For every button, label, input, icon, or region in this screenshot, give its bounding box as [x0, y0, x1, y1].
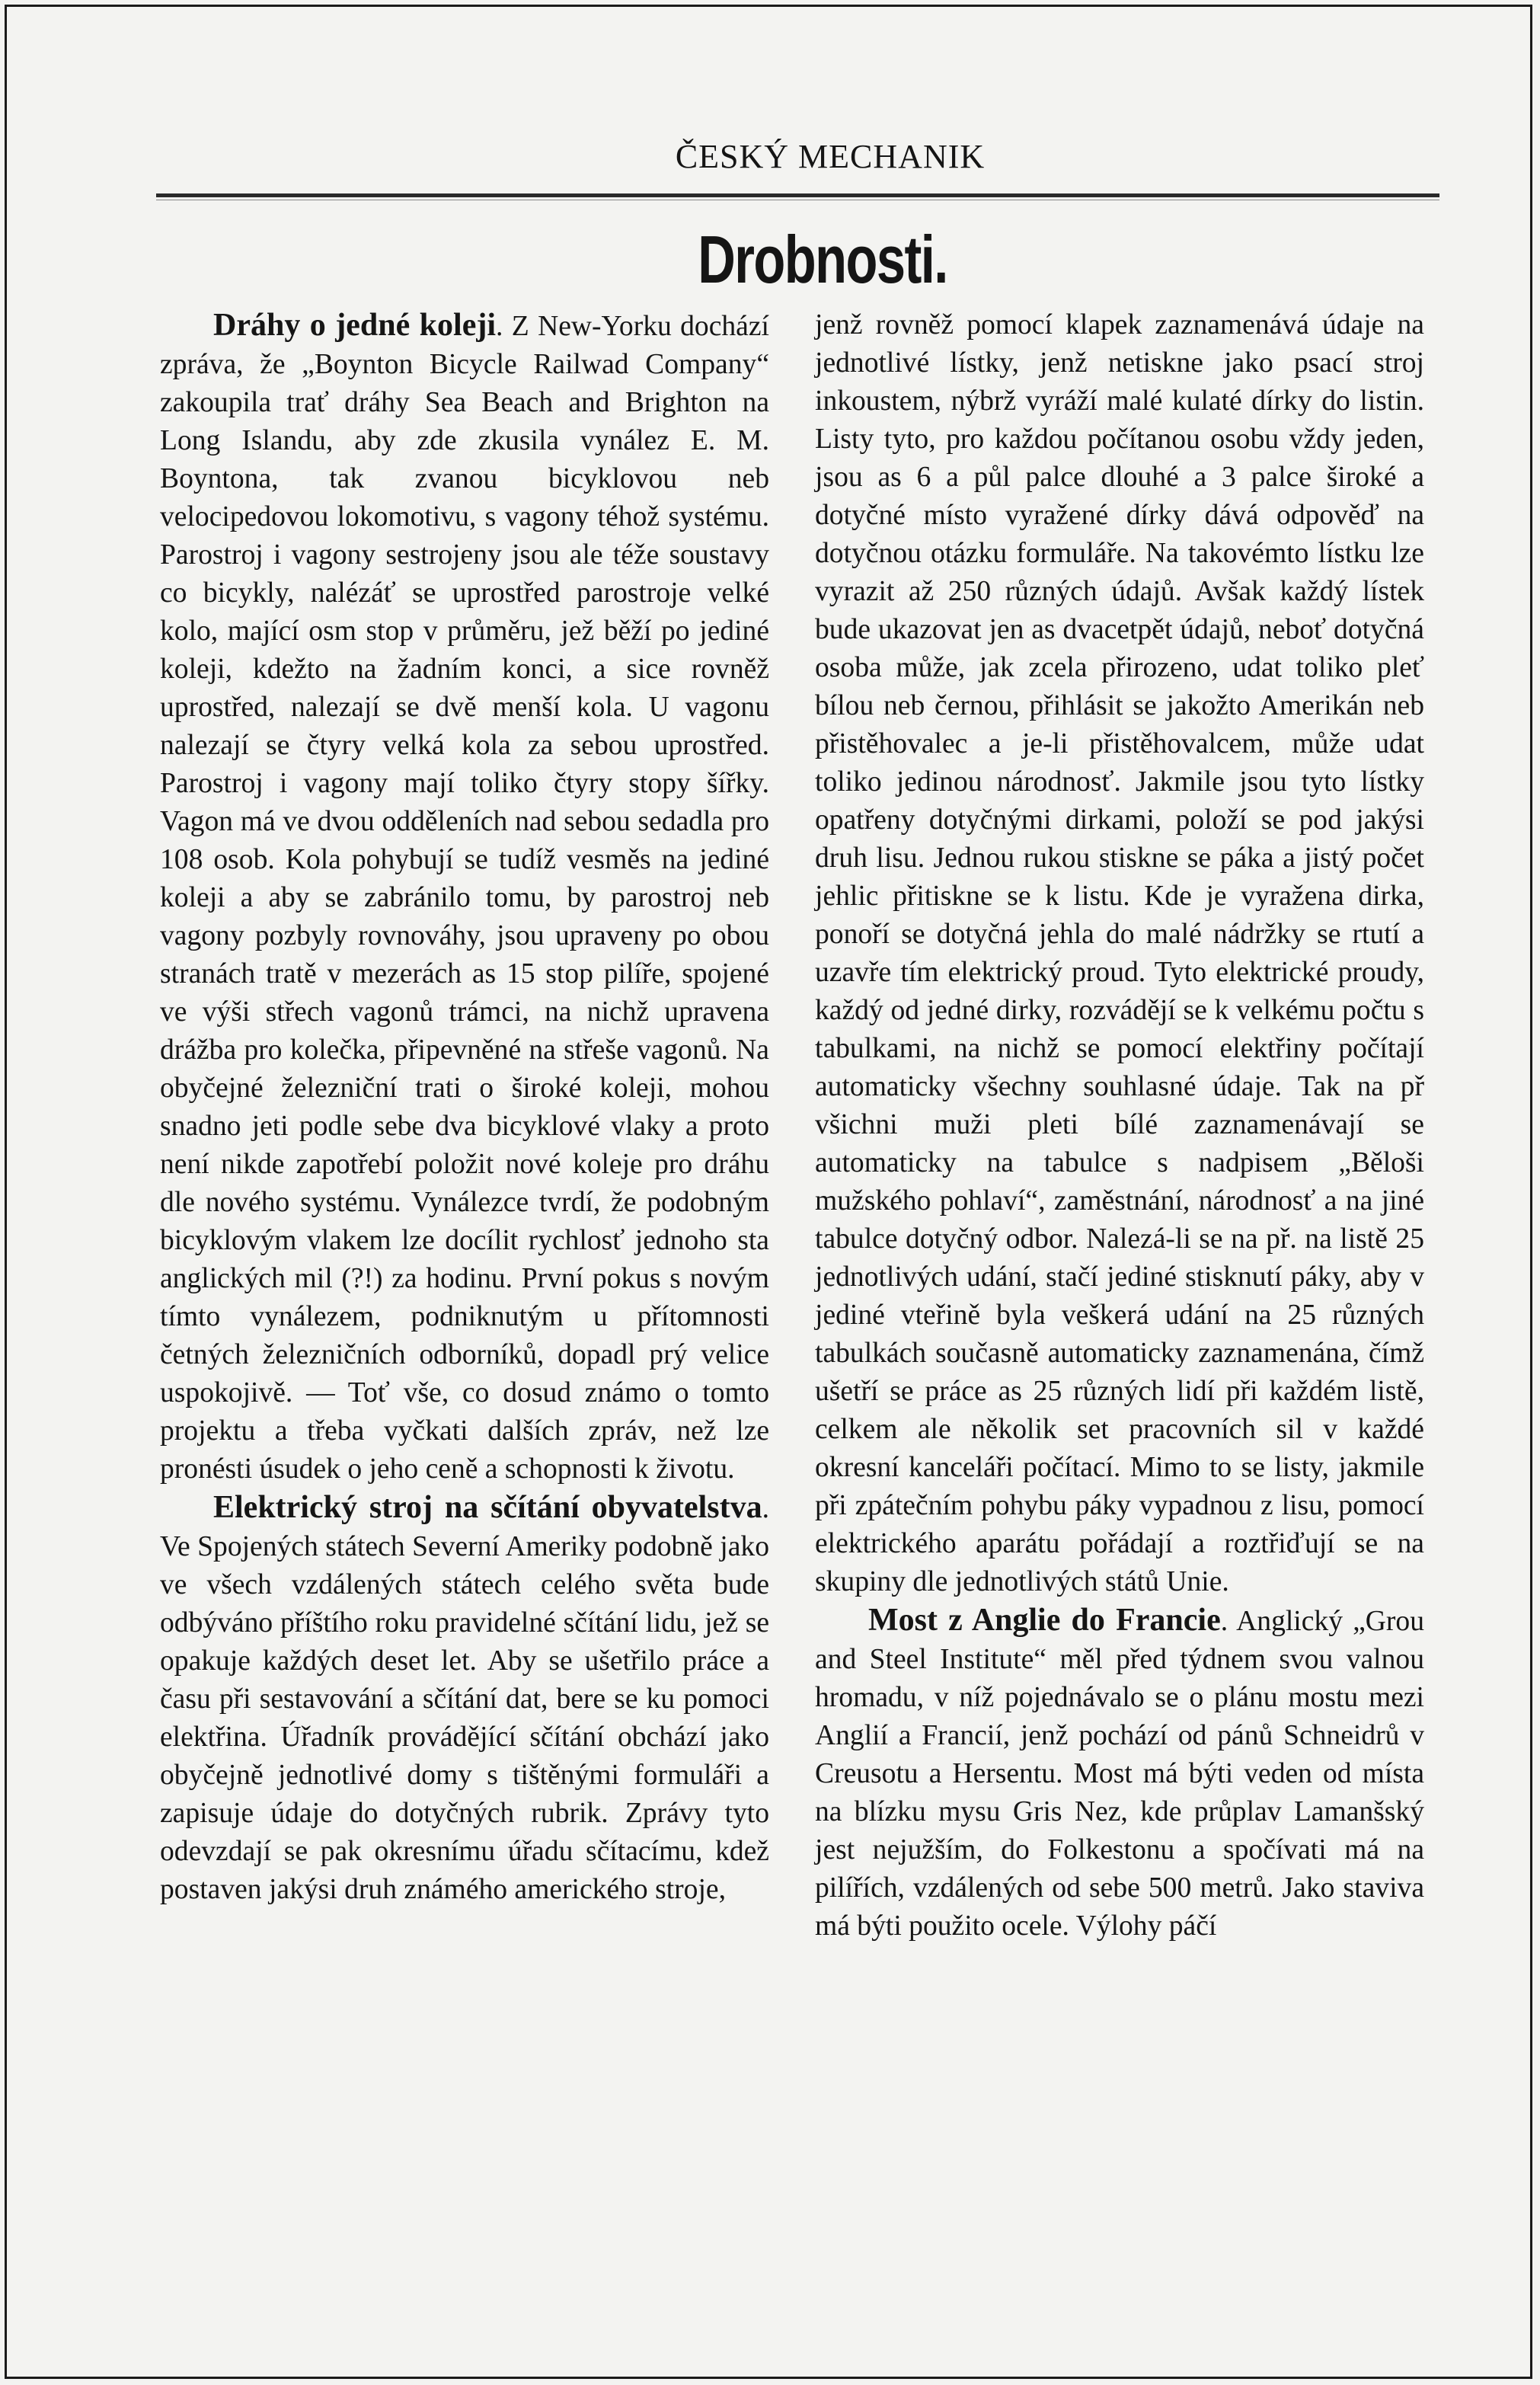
article-body: . Anglický „Grou and Steel Institute“ měl před týdnem svou valnou hromadu, v níž pojednávalo se o plánu mostu mezi Anglií a Francií, jenž pochází od pánů Schneidrů v Creusotu a Hersentu. Most má býti veden od místa na blízku mysu Gris Nez, kde průplav Lamanšský jest nejužším, do Folkestonu a spočívati má na pilířích, vzdálených od sebe 500 metrů. Jako staviva má býti použito ocele. Výlohy páčí [815, 1606, 1425, 1942]
column-left [160, 306, 769, 2332]
article-heading: Most z Anglie do Francie [868, 1603, 1221, 1638]
article-elektricky-stroj [160, 1488, 769, 1909]
article-heading: Dráhy o jedné koleji [213, 308, 497, 343]
running-header: ČESKÝ MECHANIK [675, 138, 986, 175]
header-rule [156, 193, 1439, 197]
page-title: Drobnosti. [698, 222, 947, 297]
article-draha [160, 306, 769, 1488]
column-right [815, 306, 1424, 2332]
article-most [815, 1601, 1424, 1945]
article-body: . Ve Spojených státech Severní Ameriky podobně jako ve všech vzdálených státech celého světa bude odbýváno příštího roku pravidelné sčítání lidu, jež se opakuje každých deset let. Aby se ušetřilo práce a času při sestavování a sčítání dat, bere se ku pomoci elektřina. Úřadník provádějící sčítání obchází jako obyčejně jednotlivé domy s tištěnými formuláři a zapisuje údaje do dotyčných rubrik. Zprávy tyto odevzdají se pak okresnímu úřadu sčítacímu, kdež postaven jakýsi druh známého amerického stroje, [160, 1493, 769, 1905]
article-continuation: jenž rovněž pomocí klapek zaznamenává údaje na jednotlivé lístky, jenž netiskne jako psací stroj inkoustem, nýbrž vyráží malé kulaté dírky do listin. Listy tyto, pro každou počítanou osobu vždy jeden, jsou as 6 a půl palce dlouhé a 3 palce široké a dotyčné místo vyražené dírky dává odpověď na dotyčnou otázku formuláře. Na takovémto lístku lze vyrazit až 250 různých údajů. Avšak každý lístek bude ukazovat jen as dvacetpět údajů, neboť dotyčná osoba může, jak zcela přirozeno, udat toliko pleť bílou neb černou, přihlásit se jakožto Amerikán neb přistěhovalec a je-li přistěhovalcem, může udat toliko jedinou národnosť. Jakmile jsou tyto lístky opatřeny dotyčnými dirkami, položí se pod jakýsi druh lisu. Jednou rukou stiskne se páka a jistý počet jehlic přitiskne se k listu. Kde je vyražena dirka, ponoří se dotyčná jehla do malé nádržky se rtutí a uzavře tím elektrický proud. Tyto elektrické proudy, každý od jedné dirky, rozvádějí se k velkému počtu s tabulkami, na nichž se pomocí elektřiny počítají automaticky všechny souhlasné údaje. Tak na př všichni muži pleti bílé zaznamenávají se automaticky na tabulce s nadpisem „Běloši mužského pohlaví“, zaměstnání, národnosť a na jiné tabulce dotyčný odbor. Nalezá-li se na př. na listě 25 jednotlivých udání, stačí jediné stisknutí páky, aby v jediné vteřině byla veškerá udání na 25 různých tabulkách současně automaticky zaznamenána, čímž ušetří se práce as 25 různých lidí při každém listě, celkem ale několik set pracovních sil v každé okresní kanceláři počítací. Mimo to se listy, jakmile při zpátečním pohybu páky vypadnou z lisu, pomocí elektrického aparátu pořádají a roztřiďují se na skupiny dle jednotlivých států Unie. [815, 309, 1424, 1597]
article-heading: Elektrický stroj na sčítání obyvatelstva [213, 1490, 762, 1525]
article-body: . Z New-Yorku dochází zpráva, že „Boynton Bicycle Railwad Company“ zakoupila trať dráhy Sea Beach and Brighton na Long Islandu, aby zde zkusila vynález E. M. Boyntona, tak zvanou bicyklovou neb velocipedovou lokomotivu, s vagony téhož systému. Parostroj i vagony sestrojeny jsou ale téže soustavy co bicykly, nalézáť se uprostřed parostroje velké kolo, mající osm stop v průměru, jež běží po jediné koleji, kdežto na žadním konci, a sice rovněž uprostřed, nalezají se dvě menší kola. U vagonu nalezají se čtyry velká kola za sebou uprostřed. Parostroj i vagony mají toliko čtyry stopy šířky. Vagon má ve dvou odděleních nad sebou sedadla pro 108 osob. Kola pohybují se tudíž vesměs na jediné koleji a aby se zabránilo tomu, by parostroj neb vagony pozbyly rovnováhy, jsou upraveny po obou stranách tratě v mezerách as 15 stop pilíře, spojené ve výši střech vagonů trámci, na nichž upravena drážba pro kolečka, připevněné na střeše vagonů. Na obyčejné železniční trati o široké koleji, mohou snadno jeti podle sebe dva bicyklové vlaky a proto není nikde zapotřebí položit nové koleje pro dráhu dle nového systému. Vynálezce tvrdí, že podobným bicyklovým vlakem lze docílit rychlosť jednoho sta anglických mil (?!) za hodinu. První pokus s novým tímto vynálezem, podniknutým u přítomnosti četných železničních odborníků, dopadl prý velice uspokojivě. — Toť vše, co dosud známo o tomto projektu a třeba vyčkati dalších zpráv, než lze pronésti úsudek o jeho ceně a schopnosti k životu. [160, 311, 769, 1485]
